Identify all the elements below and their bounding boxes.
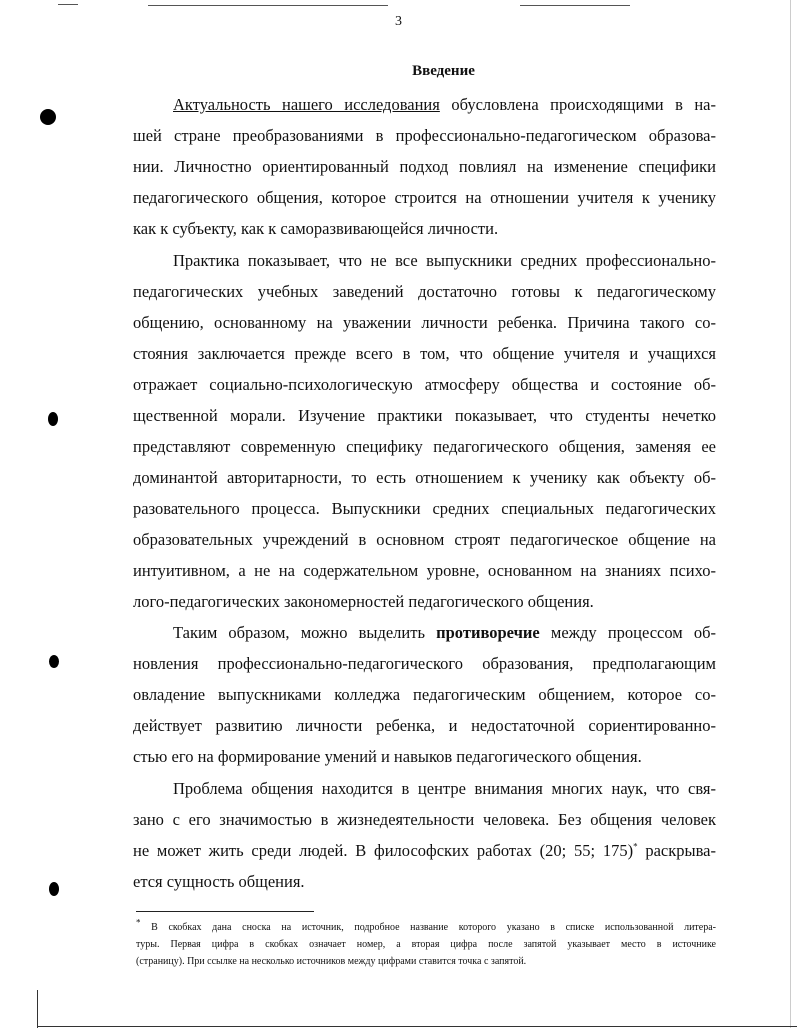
text-line: педагогического общения, которое строится на отношении учителя к ученику [133, 188, 716, 207]
text-line: педагогических учебных заведений достаточно готовы к педагогическому [133, 282, 716, 301]
text-line [133, 89, 716, 120]
text-line: щественной морали. Изучение практики показывает, что студенты нечетко [133, 406, 716, 425]
text-fragment: Таким образом, можно выделить [173, 623, 425, 642]
text-line: нии. Личностно ориентированный подход повлиял на изменение специфики [133, 157, 716, 176]
footnote [136, 919, 716, 970]
text-line: стью его на формирование умений и навыков педагогического общения. [133, 747, 642, 766]
text-line: ется сущность общения. [133, 872, 305, 891]
paragraph-communication-problem [133, 773, 716, 897]
text-fragment: не может жить среди людей. В философских работах (20; 55; 175) [133, 841, 634, 860]
text-line: отражает социально-психологическую атмосферу общества и состояние об- [133, 375, 716, 394]
text-line: Практика показывает, что не все выпускники средних профессионально- [173, 251, 716, 270]
text-line: овладение выпускниками колледжа педагогическим общением, которое со- [133, 685, 716, 704]
scan-border-bottom [37, 1026, 797, 1027]
text-line: разовательного процесса. Выпускники средних специальных педагогических [133, 499, 716, 518]
punch-hole [49, 882, 59, 896]
scan-border-top-left [58, 4, 78, 5]
scan-border-top [148, 5, 388, 6]
footnote-reference: * [633, 841, 638, 852]
page-number: 3 [395, 14, 402, 29]
footnote-line [136, 919, 716, 936]
footnote-separator [136, 911, 314, 912]
text-line: лого-педагогических закономерностей педагогического общения. [133, 592, 594, 611]
text-line: Проблема общения находится в центре внимания многих наук, что свя- [173, 779, 716, 798]
text-line: стояния заключается прежде всего в том, что общение учителя и учащихся [133, 344, 716, 363]
punch-hole [48, 412, 58, 426]
footnote-line: (страницу). При ссылке на несколько источников между цифрами ставится точка с запятой. [136, 956, 527, 967]
text-line: действует развитию личности ребенка, и недостаточной сориентированно- [133, 716, 716, 735]
paragraph-relevance [133, 89, 716, 244]
section-heading: Введение [412, 63, 475, 79]
text-line [133, 835, 716, 866]
text-fragment: В скобках дана сноска на источник, подробное название которого указано в списке использованной литера- [151, 922, 717, 933]
scan-border-right [790, 0, 791, 1028]
text-fragment: между процессом об- [550, 623, 717, 642]
underlined-phrase: Актуальность нашего исследования [173, 95, 440, 114]
text-line: зано с его значимостью в жизнедеятельности человека. Без общения человек [133, 810, 716, 829]
text-line: образовательных учреждений в основном строят педагогическое общение на [133, 530, 716, 549]
punch-hole [49, 655, 59, 668]
bold-term: противоречие [436, 623, 540, 642]
paragraph-practice [133, 245, 716, 617]
paragraph-contradiction [133, 617, 716, 772]
text-fragment: раскрыва- [637, 841, 717, 860]
text-line: доминантой авторитарности, то есть отношением к ученику как объекту об- [133, 468, 716, 487]
text-fragment: обусловлена происходящими в на- [451, 95, 716, 114]
text-line [133, 617, 716, 648]
text-line: как к субъекту, как к саморазвивающейся личности. [133, 219, 499, 238]
footnote-mark: * [136, 917, 141, 928]
text-line: новления профессионально-педагогического образования, предполагающим [133, 654, 716, 673]
scan-border-top-right [520, 5, 630, 6]
text-line: представляют современную специфику педагогического общения, заменяя ее [133, 437, 716, 456]
scan-border-left [37, 990, 38, 1028]
punch-hole [40, 109, 56, 125]
footnote-line: туры. Первая цифра в скобках означает номер, а вторая цифра после запятой указывает место в источнике [136, 939, 716, 950]
text-line: интуитивном, а не на содержательном уровне, основанном на знаниях психо- [133, 561, 716, 580]
text-line: шей стране преобразованиями в профессионально-педагогическом образова- [133, 126, 716, 145]
text-line: общению, основанному на уважении личности ребенка. Причина такого со- [133, 313, 716, 332]
